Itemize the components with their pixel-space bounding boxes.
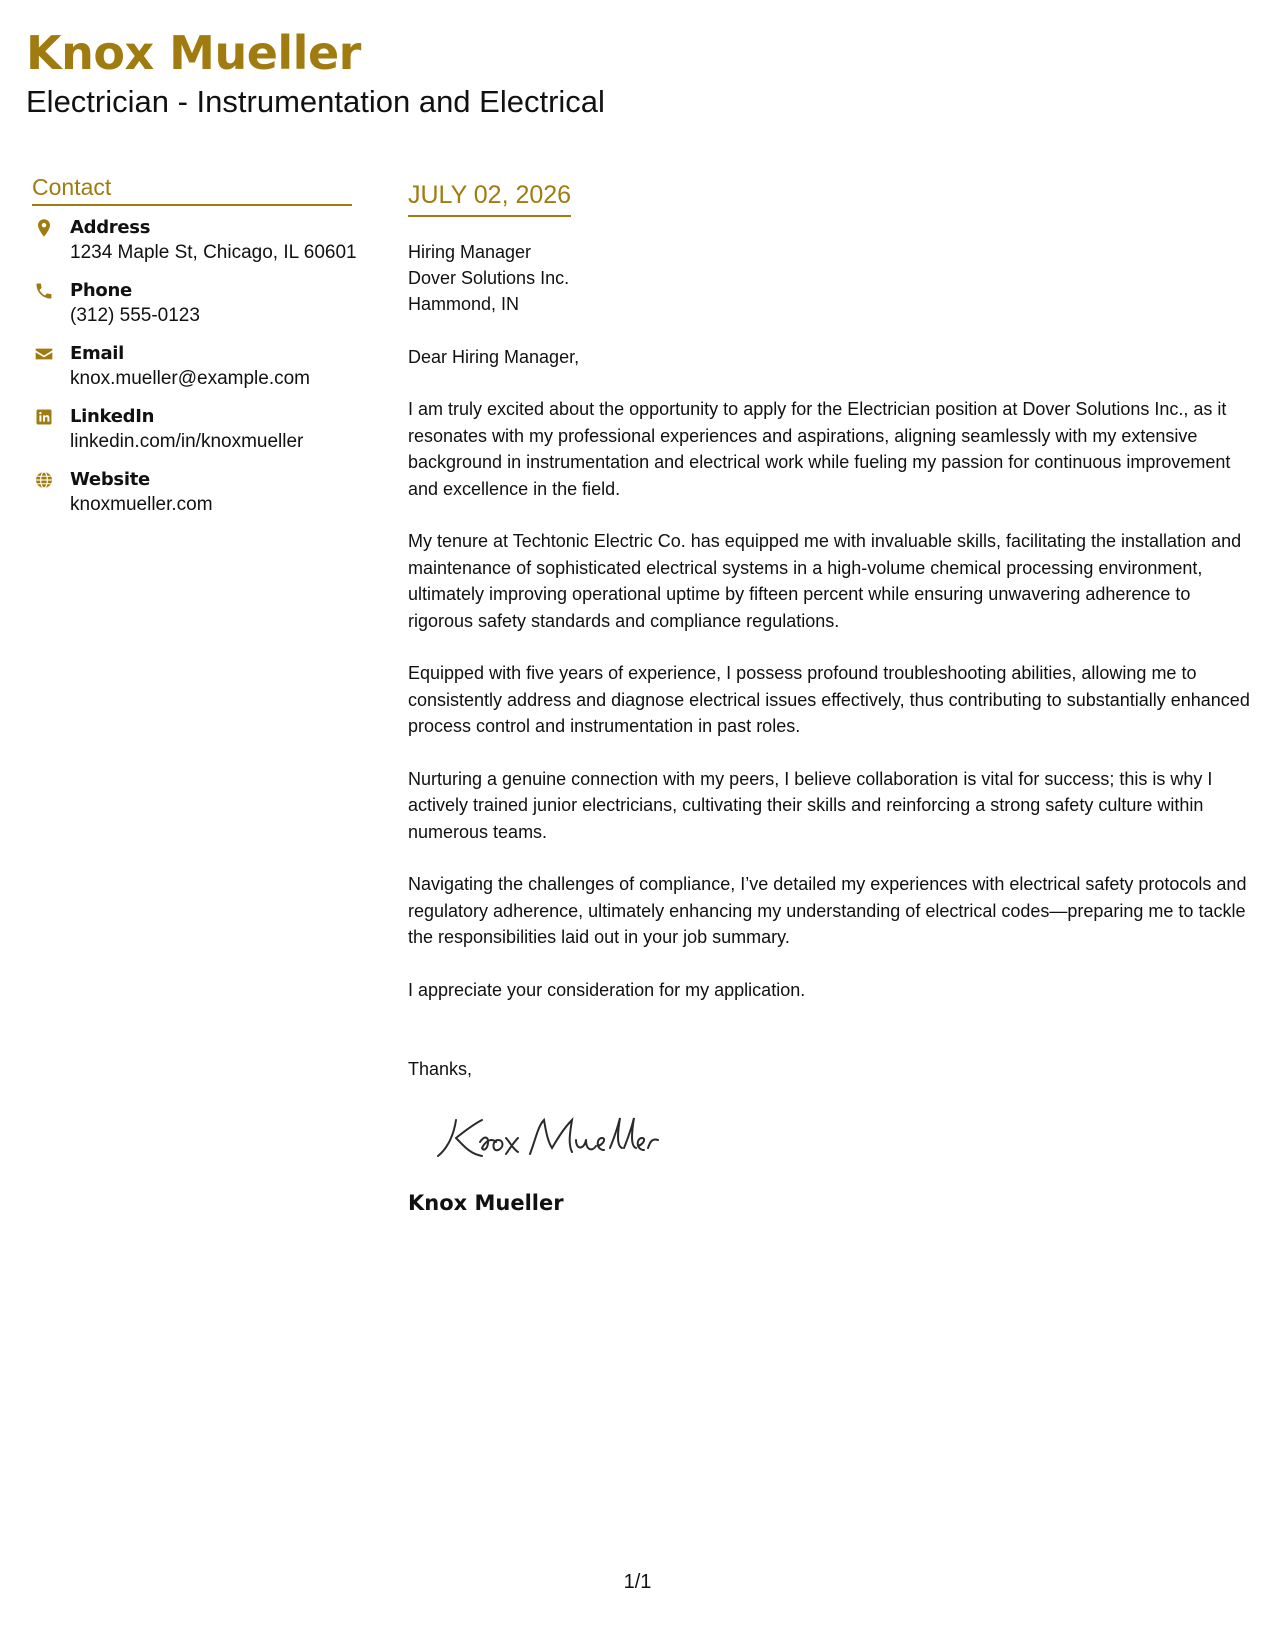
- applicant-role: Electrician - Instrumentation and Electrical: [26, 84, 605, 119]
- contact-sidebar: [32, 172, 357, 531]
- contact-label: Address: [70, 217, 151, 238]
- address-value: 1234 Maple St, Chicago, IL 60601: [70, 242, 357, 263]
- closing: Thanks,: [408, 1059, 473, 1079]
- phone-icon: [32, 279, 56, 303]
- applicant-name: Knox Mueller: [26, 26, 361, 80]
- recipient-block: [408, 239, 1253, 317]
- body-paragraph: My tenure at Techtonic Electric Co. has equipped me with invaluable skills, facilitating the installation and maintenance of sophisticated electrical systems in a high-volume chemical processing environment, ultimately improving operational uptime by fifteen percent while ensuring unwavering adherence to rigorous safety standards and compliance regulations.: [408, 531, 1242, 631]
- linkedin-value[interactable]: linkedin.com/in/knoxmueller: [70, 431, 304, 452]
- contact-label: LinkedIn: [70, 406, 155, 427]
- handwritten-signature: [426, 1108, 666, 1164]
- globe-icon: [32, 468, 56, 492]
- signed-name: Knox Mueller: [408, 1191, 564, 1215]
- envelope-icon: [32, 342, 56, 366]
- contact-label: Email: [70, 343, 125, 364]
- recipient-location: Hammond, IN: [408, 294, 520, 314]
- map-pin-icon: [32, 216, 56, 240]
- contact-item-address: [32, 216, 357, 266]
- linkedin-icon: [32, 405, 56, 429]
- body-paragraph: Nurturing a genuine connection with my peers, I believe collaboration is vital for success; this is why I actively trained junior electricians, cultivating their skills and reinforcing a strong safety culture within numerous teams.: [408, 768, 1213, 842]
- body-paragraph: I appreciate your consideration for my application.: [408, 979, 806, 1000]
- contact-section-title: Contact: [32, 172, 352, 206]
- letter-body: [408, 178, 1253, 1218]
- recipient-title: Hiring Manager: [408, 242, 532, 262]
- letter-header: [26, 22, 605, 120]
- contact-item-phone: [32, 279, 352, 329]
- page-number: 1/1: [623, 1571, 652, 1593]
- contact-label: Phone: [70, 280, 132, 301]
- phone-value[interactable]: (312) 555-0123: [70, 305, 200, 326]
- letter-date: JULY 02, 2026: [408, 178, 571, 217]
- email-value[interactable]: knox.mueller@example.com: [70, 368, 310, 389]
- body-paragraph: Navigating the challenges of compliance, I’ve detailed my experiences with electrical safety protocols and regulatory adherence, ultimately enhancing my understanding of electrical codes—preparing me to tackle the responsibilities laid out in your job summary.: [408, 874, 1247, 947]
- contact-label: Website: [70, 469, 150, 490]
- contact-item-linkedin: [32, 405, 352, 455]
- body-paragraph: Equipped with five years of experience, I possess profound troubleshooting abilities, allowing me to consistently address and diagnose electrical issues effectively, thus contributing to substantially enhanced process control and instrumentation in past roles.: [408, 663, 1250, 736]
- salutation: Dear Hiring Manager,: [408, 347, 580, 367]
- contact-item-website: [32, 468, 352, 518]
- contact-item-email: [32, 342, 352, 392]
- recipient-company: Dover Solutions Inc.: [408, 268, 570, 288]
- website-value[interactable]: knoxmueller.com: [70, 494, 213, 515]
- body-paragraph: I am truly excited about the opportunity to apply for the Electrician position at Dover Solutions Inc., as it resonates with my professional experiences and aspirations, aligning seamlessly with my extensive background in instrumentation and electrical work while fueling my passion for continuous improvement and excellence in the field.: [408, 399, 1231, 499]
